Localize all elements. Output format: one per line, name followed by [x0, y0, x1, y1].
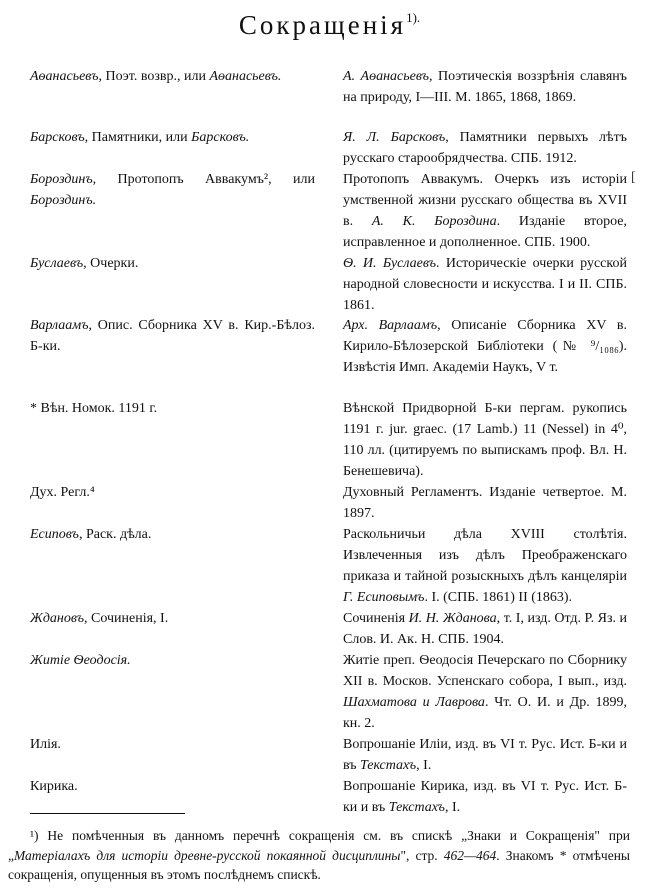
abbreviation-term-run: * Вѣн. Номок. 1191 г. [30, 401, 158, 416]
footnote-run: ", стр. [400, 847, 444, 863]
abbreviation-term [30, 398, 315, 419]
abbreviation-term-run: Бороздинъ. [30, 193, 97, 208]
footnote-run: 462—464 [443, 847, 497, 863]
abbreviation-expansion-run: Шахматова и Лаврова [343, 695, 485, 710]
abbreviation-term [30, 66, 315, 87]
abbreviation-expansion-run: . Историческіе очерки русской народной словесности и искусства. I и II. СПБ. 1861. [343, 256, 627, 313]
abbreviation-expansion [343, 524, 627, 608]
abbreviation-expansion-run: Текстахъ [388, 800, 445, 815]
abbreviation-term-run: , Поэт. возвр., или [98, 69, 210, 84]
abbreviation-term-run: , Опис. Сборника XV в. Кир.-Бѣлоз. Б-ки. [30, 318, 315, 354]
abbreviation-term-run: Аѳанасьевъ. [209, 69, 282, 84]
abbreviation-expansion-run: , I. [444, 800, 461, 815]
abbreviation-expansion [343, 650, 627, 734]
abbreviation-term-run: , Памятники, или [84, 130, 192, 145]
abbreviation-expansion-run: А. Аѳанасьевъ [343, 69, 429, 84]
abbreviation-expansion-run: А. К. Бороздина [371, 214, 497, 229]
abbreviation-term-run: , Протопопъ Аввакумъ², или [92, 172, 315, 187]
abbreviation-term-run: Аѳанасьевъ [30, 69, 99, 84]
abbreviation-expansion-run: , Поэтическія воззрѣнія славянъ на природу, I—III. М. 1865, 1868, 1869. [343, 69, 627, 105]
abbreviation-expansion [343, 253, 627, 316]
abbreviation-expansion-run: . Изданіе второе, исправленное и дополненное. СПБ. 1900. [343, 214, 627, 250]
abbreviation-expansion-run: Г. Есиповымъ [343, 590, 425, 605]
abbreviation-term-run: , Сочиненія, I. [84, 611, 169, 626]
abbreviation-term [30, 482, 315, 503]
page-title [0, 10, 659, 41]
abbreviation-expansion [343, 169, 627, 253]
abbreviation-term-run: Ждановъ [30, 611, 85, 626]
abbreviation-term [30, 524, 315, 545]
abbreviation-term [30, 650, 315, 671]
abbreviation-term-run: Житіе Ѳеодосія. [30, 653, 131, 668]
abbreviation-expansion [343, 608, 627, 650]
margin-mark: [ [631, 170, 636, 185]
abbreviation-term-run: Есиповъ [30, 527, 79, 542]
abbreviation-expansion-run: Протопопъ Аввакумъ. Очеркъ изъ исторіи умственной жизни русскаго общества въ XVII в. [343, 172, 627, 229]
abbreviation-term [30, 127, 315, 148]
abbreviation-term [30, 734, 315, 755]
footnote [8, 826, 630, 885]
abbreviation-term-run: Варлаамъ [30, 318, 89, 333]
abbreviation-expansion-run: Текстахъ [360, 758, 417, 773]
abbreviation-expansion [343, 66, 627, 108]
abbreviation-expansion-run: , I. [416, 758, 432, 773]
abbreviation-term-run: Буслаевъ [30, 256, 84, 271]
abbreviation-expansion-run: . Чт. О. И. и Др. 1899, кн. 2. [343, 695, 627, 731]
abbreviation-expansion-run: Сочиненія [343, 611, 409, 626]
abbreviation-expansion-run: Вопрошаніе Кирика, изд. въ VI т. Рус. Ист. Б-ки и въ [343, 779, 627, 815]
abbreviation-term [30, 169, 315, 211]
abbreviation-expansion-run: Вопрошаніе Иліи, изд. въ VI т. Рус. Ист. Б-ки и въ [343, 737, 627, 773]
abbreviation-term-run: Барсковъ. [191, 130, 250, 145]
abbreviation-expansion [343, 776, 627, 818]
abbreviation-expansion-run: Вѣнской Придворной Б-ки пергам. рукопись 1191 г. jur. graec. (17 Lamb.) 11 (Nessel) in 4⁰, 110 лл. (цитируемъ по выпискамъ проф. Вл. Н. Бенешевича). [343, 401, 627, 479]
footnote-run: . Знакомъ * отмѣчены сокращенія, опущенныя въ этомъ послѣднемъ спискѣ. [8, 847, 631, 882]
abbreviation-term-run: Бороздинъ [30, 172, 93, 187]
abbreviation-expansion [343, 734, 627, 776]
abbreviation-term-run: Дух. Регл.⁴ [30, 485, 95, 500]
abbreviation-expansion-run: , Описаніе Сборника XV в. Кирило-Бѣлозерской Библіотеки (№ ⁹/₁₀₈₆). Извѣстія Имп. Академіи Наукъ, V т. [343, 318, 627, 375]
abbreviation-expansion [343, 398, 627, 482]
abbreviation-term-run: Барсковъ [30, 130, 85, 145]
abbreviation-expansion-run: Духовный Регламентъ. Изданіе четвертое. М. 1897. [343, 485, 627, 521]
page-title-text: Сокращенія [238, 10, 407, 40]
abbreviation-term [30, 776, 315, 797]
abbreviation-expansion-run: Житіе преп. Ѳеодосія Печерскаго по Сборнику XII в. Москов. Успенскаго собора, I вып., изд. [343, 653, 627, 689]
abbreviation-expansion-run: Ѳ. И. Буслаевъ [343, 256, 437, 271]
abbreviation-expansion [343, 127, 627, 169]
abbreviation-term [30, 315, 315, 357]
footnote-run: Матеріалахъ для исторіи древне-русской покаянной дисциплины [14, 847, 401, 863]
abbreviation-expansion-run: , т. I, изд. Отд. Р. Яз. и Слов. И. Ак. Н. СПБ. 1904. [343, 611, 627, 647]
abbreviation-expansion-run: . I. (СПБ. 1861) II (1863). [424, 590, 573, 605]
abbreviation-expansion [343, 315, 627, 378]
abbreviation-expansion [343, 482, 627, 524]
abbreviation-term [30, 608, 315, 629]
abbreviation-term-run: , Очерки. [83, 256, 139, 271]
abbreviation-expansion-run: Раскольничьи дѣла XVIII столѣтія. Извлеченныя изъ дѣлъ Преображенскаго приказа и тайной розыскныхъ дѣлъ канцеляріи [343, 527, 627, 584]
footnote-divider [30, 813, 185, 814]
abbreviation-expansion-run: , Памятники первыхъ лѣтъ русскаго старообрядчества. СПБ. 1912. [343, 130, 627, 166]
abbreviation-term-run: , Раск. дѣла. [78, 527, 152, 542]
abbreviation-term [30, 253, 315, 274]
abbreviation-expansion-run: И. Н. Жданова [408, 611, 497, 626]
abbreviation-term-run: Илія. [30, 737, 61, 752]
abbreviation-expansion-run: Арх. Варлаамъ [343, 318, 438, 333]
footnote-run: ¹) Не помѣченныя въ данномъ перечнѣ сокращенія см. въ спискѣ „Знаки и Сокращенія" при „ [8, 828, 630, 863]
abbreviation-expansion-run: Я. Л. Барсковъ [343, 130, 446, 145]
abbreviation-term-run: Кирика. [30, 779, 78, 794]
footnote-marker: 1). [406, 10, 421, 25]
